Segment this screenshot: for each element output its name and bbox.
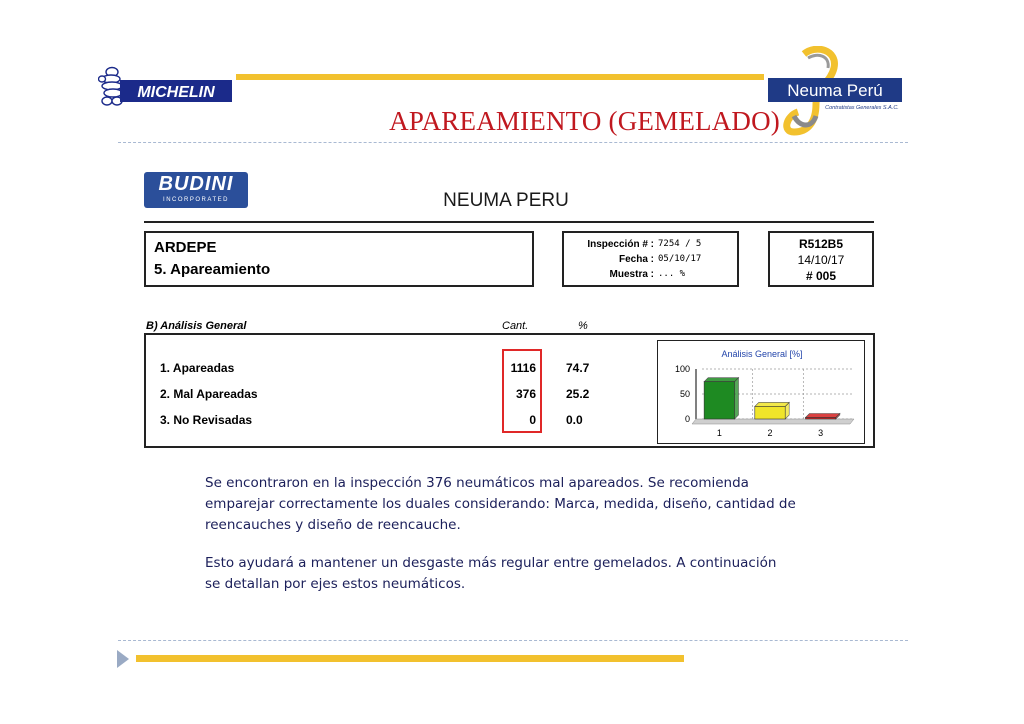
- reference-date: 14/10/17: [797, 253, 845, 267]
- row-label-apareadas: 1. Apareadas: [160, 361, 235, 375]
- chart-title: Análisis General [%]: [721, 349, 803, 359]
- reference-code: R512B5: [798, 237, 844, 251]
- svg-text:Neuma Perú: Neuma Perú: [787, 81, 883, 100]
- inspection-value: 7254 / 5: [658, 239, 702, 249]
- row-label-no-revisadas: 3. No Revisadas: [160, 413, 253, 427]
- chart-bar: [755, 402, 789, 419]
- svg-text:Contratistas Generales S.A.C.: Contratistas Generales S.A.C.: [825, 105, 899, 111]
- row-cant-no-revisadas: 0: [529, 413, 536, 427]
- header-accent-bar: [236, 74, 764, 80]
- date-row: [564, 252, 737, 267]
- inspection-row: [564, 237, 737, 252]
- row-cant-apareadas: 1116: [510, 361, 536, 375]
- chart-bars: [704, 378, 840, 419]
- chart-floor: [692, 419, 854, 424]
- svg-text:MICHELIN: MICHELIN: [137, 84, 215, 101]
- chart-ticks: [675, 364, 823, 438]
- budini-logo-name: BUDINI: [158, 173, 234, 195]
- client-name: ARDEPE: [154, 239, 217, 256]
- reference-number: # 005: [805, 269, 837, 283]
- client-box: [144, 231, 534, 287]
- analysis-chart: [657, 340, 865, 444]
- report-company: NEUMA PERU: [443, 190, 569, 211]
- paragraph-line: se detallan por ejes estos neumáticos.: [205, 576, 466, 592]
- report-rule: [144, 221, 874, 223]
- row-pct-apareadas: 74.7: [566, 361, 590, 375]
- chart-x-tick-label: 1: [716, 428, 722, 438]
- row-pct-no-revisadas: 0.0: [566, 413, 583, 427]
- analysis-box: [144, 333, 875, 448]
- report-section: 5. Apareamiento: [154, 261, 271, 278]
- row-pct-mal-apareadas: 25.2: [566, 387, 590, 401]
- michelin-logo: [98, 66, 234, 108]
- sample-label: Muestra :: [609, 269, 654, 280]
- inspection-box: [562, 231, 739, 287]
- row-cant-mal-apareadas: 376: [515, 387, 536, 401]
- reference-box: [768, 231, 874, 287]
- chart-y-tick-label: 100: [674, 364, 690, 374]
- paragraph-line: reencauches y diseño de reencauche.: [205, 517, 461, 533]
- inspection-label: Inspección # :: [587, 239, 654, 250]
- chart-x-tick-label: 3: [818, 428, 824, 438]
- footer-divider: [118, 640, 908, 641]
- paragraph-line: Esto ayudará a mantener un desgaste más regular entre gemelados. A continuación: [205, 555, 777, 571]
- chart-y-tick-label: 0: [684, 414, 690, 424]
- budini-logo-sub: INCORPORATED: [163, 197, 229, 203]
- analysis-title: B) Análisis General: [146, 320, 247, 332]
- sample-row: [564, 267, 737, 282]
- budini-logo: [144, 172, 248, 208]
- chart-bar: [704, 378, 738, 419]
- column-header-pct: %: [578, 320, 588, 332]
- chart-x-tick-label: 2: [767, 428, 773, 438]
- date-label: Fecha :: [618, 254, 654, 265]
- paragraph-line: emparejar correctamente los duales considerando: Marca, medida, diseño, cantidad de: [205, 496, 796, 512]
- footer-arrow-icon: [117, 650, 129, 668]
- chart-bar: [805, 414, 839, 420]
- column-header-cant: Cant.: [502, 320, 529, 332]
- neuma-peru-logo: [764, 46, 906, 136]
- date-value: 05/10/17: [658, 254, 702, 264]
- sample-value: ... %: [658, 269, 686, 279]
- followup-paragraph: [205, 553, 805, 595]
- page-title: APAREAMIENTO (GEMELADO): [389, 106, 780, 136]
- chart-y-tick-label: 50: [679, 389, 690, 399]
- paragraph-line: Se encontraron en la inspección 376 neumáticos mal apareados. Se recomienda: [205, 475, 749, 491]
- header-divider: [118, 142, 908, 143]
- footer-accent-bar: [136, 655, 684, 662]
- row-label-mal-apareadas: 2. Mal Apareadas: [160, 387, 258, 401]
- recommendation-paragraph: [205, 473, 805, 536]
